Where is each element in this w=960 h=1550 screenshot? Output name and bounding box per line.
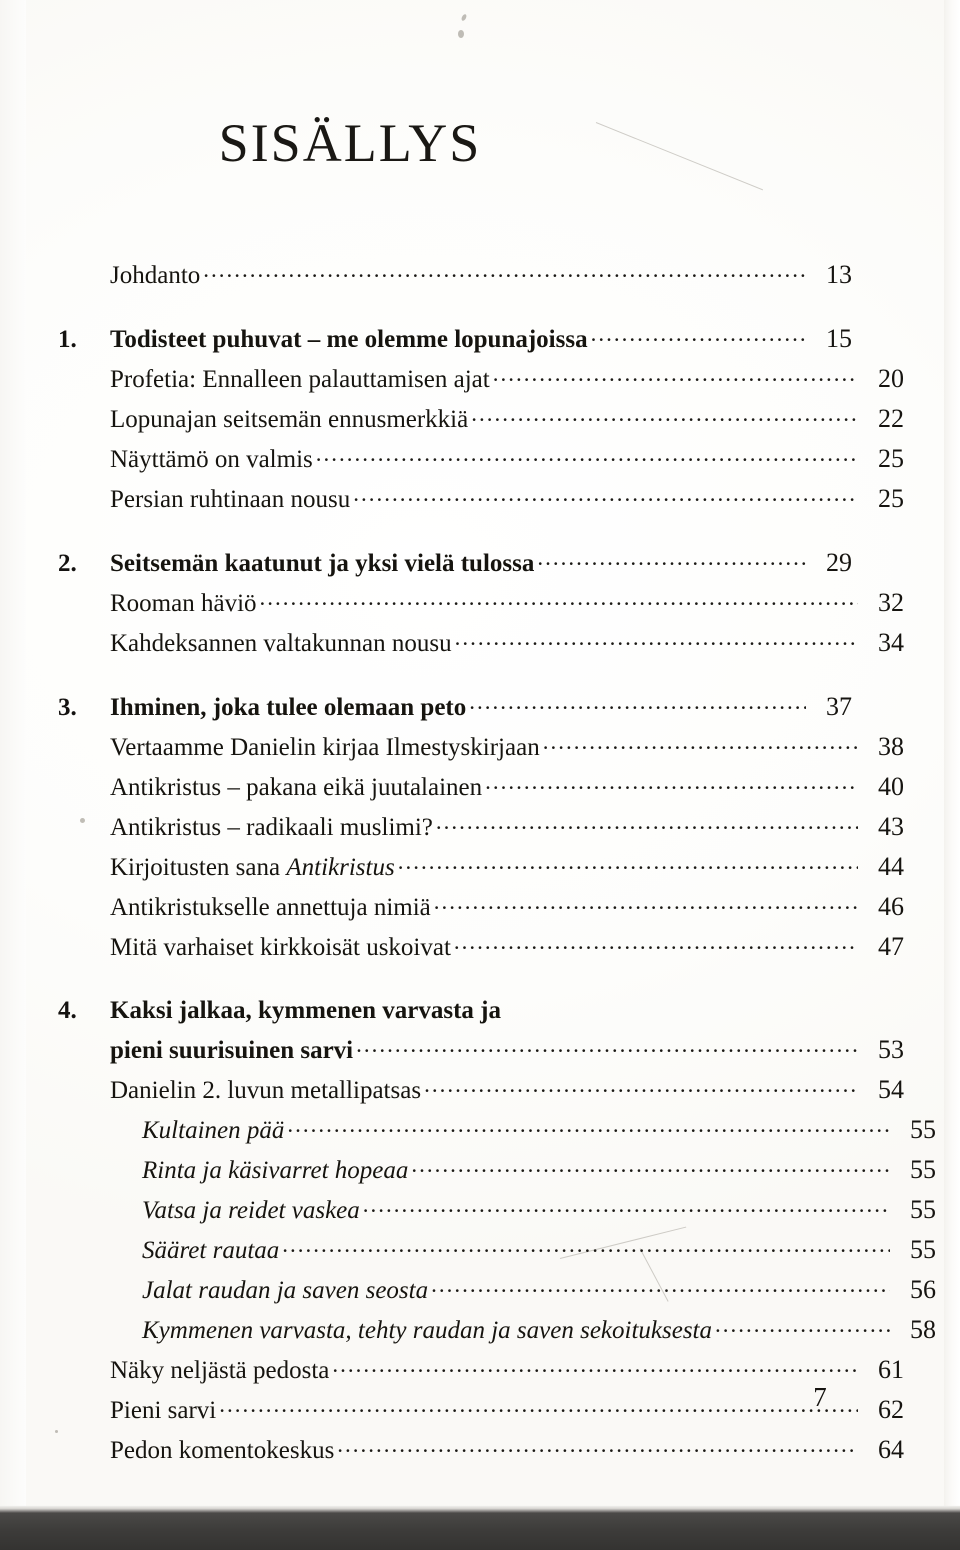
dot-leader	[454, 939, 858, 955]
toc-entry-label: Ihminen, joka tulee olemaan peto	[110, 694, 467, 721]
dot-leader	[715, 1322, 890, 1338]
toc-entry-number: 3.	[58, 694, 77, 721]
page-folio-number: 7	[813, 1382, 827, 1412]
toc-entry-page: 44	[878, 852, 904, 881]
toc-entry-page: 37	[826, 692, 852, 721]
toc-entry-page: 15	[826, 324, 852, 353]
toc-entry-page: 47	[878, 932, 904, 961]
toc-entry-page: 53	[878, 1035, 904, 1064]
spacer	[58, 960, 888, 998]
spacer	[58, 1143, 888, 1157]
toc-entry-label: Pedon komentokeskus	[110, 1437, 335, 1464]
spacer	[58, 880, 888, 894]
toc-entry-page: 46	[878, 892, 904, 921]
toc-entry[interactable]	[58, 326, 888, 352]
spacer	[58, 1423, 888, 1437]
toc-entry-page: 55	[910, 1195, 936, 1224]
toc-entry[interactable]	[58, 774, 940, 800]
toc-entry-label: Persian ruhtinaan nousu	[110, 486, 351, 513]
toc-entry[interactable]	[58, 262, 888, 288]
toc-entry-label-line2: pieni suurisuinen sarvi	[110, 1037, 354, 1064]
toc-entry-page: 13	[826, 260, 852, 289]
toc-entry-label: Pieni sarvi	[110, 1397, 217, 1424]
toc-entry[interactable]	[58, 590, 940, 616]
spacer	[58, 920, 888, 934]
toc-entry-page: 32	[878, 588, 904, 617]
dot-leader	[591, 331, 806, 347]
spacer	[58, 1223, 888, 1237]
toc-entry-label: Jalat raudan ja saven seosta	[142, 1277, 429, 1304]
toc-entry[interactable]	[58, 854, 940, 880]
toc-entry-label: Sääret rautaa	[142, 1237, 280, 1264]
dot-leader	[332, 1362, 858, 1378]
spacer	[58, 656, 888, 694]
toc-entry[interactable]	[58, 934, 940, 960]
spacer	[58, 1103, 888, 1117]
toc-entry[interactable]	[58, 1157, 960, 1183]
toc-entry-page: 54	[878, 1075, 904, 1104]
toc-entry[interactable]	[58, 1277, 960, 1303]
toc-entry-label: Lopunajan seitsemän ennusmerkkiä	[110, 406, 469, 433]
spacer	[58, 1183, 888, 1197]
scanner-bar	[0, 1506, 960, 1550]
toc-entry[interactable]	[58, 446, 940, 472]
dot-leader	[203, 267, 806, 283]
toc-entry-label: Näky neljästä pedosta	[110, 1357, 330, 1384]
dot-leader	[471, 411, 858, 427]
toc-entry-page: 40	[878, 772, 904, 801]
toc-entry-page: 55	[910, 1235, 936, 1264]
spacer	[58, 512, 888, 550]
toc-entry[interactable]	[58, 694, 888, 720]
dot-leader	[287, 1122, 890, 1138]
spacer	[58, 840, 888, 854]
spacer	[58, 1023, 888, 1037]
toc-entry-page: 62	[878, 1395, 904, 1424]
toc-entry-label: Näyttämö on valmis	[110, 446, 313, 473]
spacer	[58, 1303, 888, 1317]
spacer	[58, 472, 888, 486]
toc-entry[interactable]	[58, 1437, 940, 1463]
dot-leader	[436, 819, 858, 835]
toc-entry-label: Antikristukselle annettuja nimiä	[110, 894, 431, 921]
spacer	[58, 432, 888, 446]
toc-entry[interactable]	[58, 1117, 960, 1143]
toc-entry-label: Kahdeksannen valtakunnan nousu	[110, 630, 452, 657]
dot-leader	[219, 1402, 858, 1418]
toc-entry[interactable]	[58, 550, 888, 576]
toc-entry[interactable]	[58, 734, 940, 760]
toc-entry-label: Rinta ja käsivarret hopeaa	[142, 1157, 409, 1184]
toc-entry[interactable]	[58, 630, 940, 656]
toc-entry-label: Mitä varhaiset kirkkoisät uskoivat	[110, 934, 451, 961]
table-of-contents	[58, 260, 936, 1464]
toc-entry[interactable]	[58, 1357, 940, 1383]
spacer	[58, 352, 888, 366]
dot-leader	[493, 371, 858, 387]
toc-entry-page: 56	[910, 1275, 936, 1304]
toc-entry-label: Seitsemän kaatunut ja yksi vielä tulossa	[110, 550, 535, 577]
dot-leader	[282, 1242, 890, 1258]
toc-entry-page: 22	[878, 404, 904, 433]
toc-entry[interactable]	[58, 486, 940, 512]
toc-entry-label-prefix: Kirjoitusten sana	[110, 854, 287, 881]
spacer	[58, 392, 888, 406]
dot-leader	[455, 635, 858, 651]
dot-leader	[434, 899, 858, 915]
toc-entry-number: 2.	[58, 550, 77, 577]
toc-entry-page: 34	[878, 628, 904, 657]
dot-leader	[398, 859, 858, 875]
dot-leader	[504, 1002, 806, 1018]
spacer	[58, 1063, 888, 1077]
toc-entry[interactable]	[58, 1317, 960, 1343]
dot-leader	[431, 1282, 890, 1298]
toc-entry-label: Kultainen pää	[142, 1117, 285, 1144]
toc-entry[interactable]	[58, 1077, 940, 1103]
toc-entry[interactable]	[58, 366, 940, 392]
toc-entry-label: Kaksi jalkaa, kymmenen varvasta ja	[110, 997, 501, 1024]
toc-entry-page: 55	[910, 1155, 936, 1184]
toc-entry-continuation[interactable]	[58, 1037, 940, 1063]
toc-entry-number: 1.	[58, 326, 77, 353]
toc-entry-label: Kymmenen varvasta, tehty raudan ja saven sekoituksesta	[142, 1317, 713, 1344]
dot-leader	[469, 699, 806, 715]
toc-entry[interactable]	[58, 1237, 960, 1263]
toc-entry-number: 4.	[58, 997, 77, 1024]
spacer	[58, 616, 888, 630]
toc-entry[interactable]	[58, 814, 940, 840]
toc-entry[interactable]	[58, 998, 888, 1023]
page-title: SISÄLLYS	[218, 113, 482, 173]
dot-leader	[316, 451, 858, 467]
toc-entry-label: Antikristus – pakana eikä juutalainen	[110, 774, 483, 801]
toc-entry-page: 55	[910, 1115, 936, 1144]
dot-leader	[424, 1082, 858, 1098]
toc-entry-page: 58	[910, 1315, 936, 1344]
toc-entry[interactable]	[58, 894, 940, 920]
dot-leader	[411, 1162, 890, 1178]
toc-entry-page: 61	[878, 1355, 904, 1384]
dot-leader	[485, 779, 858, 795]
toc-entry-label: Danielin 2. luvun metallipatsas	[110, 1077, 422, 1104]
toc-entry-label: Vatsa ja reidet vaskea	[142, 1197, 360, 1224]
toc-entry-page: 25	[878, 484, 904, 513]
spacer	[58, 576, 888, 590]
toc-entry-page: 64	[878, 1435, 904, 1464]
spacer	[58, 1343, 888, 1357]
toc-entry[interactable]	[58, 406, 940, 432]
dot-leader	[363, 1202, 890, 1218]
toc-entry-page: 25	[878, 444, 904, 473]
dot-leader	[537, 555, 806, 571]
toc-entry-page: 38	[878, 732, 904, 761]
dot-leader	[353, 491, 858, 507]
spacer	[58, 760, 888, 774]
spacer	[58, 1263, 888, 1277]
toc-entry-label: Todisteet puhuvat – me olemme lopunajoissa	[110, 326, 588, 353]
toc-entry-label: Profetia: Ennalleen palauttamisen ajat	[110, 366, 490, 393]
toc-entry-label: Vertaamme Danielin kirjaa Ilmestyskirjaan	[110, 734, 540, 761]
dot-leader	[356, 1042, 858, 1058]
dot-leader	[543, 739, 858, 755]
toc-entry-label	[110, 855, 395, 880]
dot-leader	[260, 595, 858, 611]
toc-entry[interactable]	[58, 1197, 960, 1223]
toc-entry-page: 20	[878, 364, 904, 393]
toc-entry-label: Johdanto	[110, 262, 201, 289]
spacer	[58, 288, 888, 326]
spacer	[58, 1383, 888, 1397]
spacer	[58, 720, 888, 734]
toc-entry-label: Antikristus – radikaali muslimi?	[110, 814, 433, 841]
toc-entry-label: Rooman häviö	[110, 590, 257, 617]
spacer	[58, 800, 888, 814]
dot-leader	[337, 1442, 858, 1458]
toc-entry-page: 43	[878, 812, 904, 841]
toc-entry-label-italic: Antikristus	[286, 854, 395, 881]
toc-entry-page: 29	[826, 548, 852, 577]
